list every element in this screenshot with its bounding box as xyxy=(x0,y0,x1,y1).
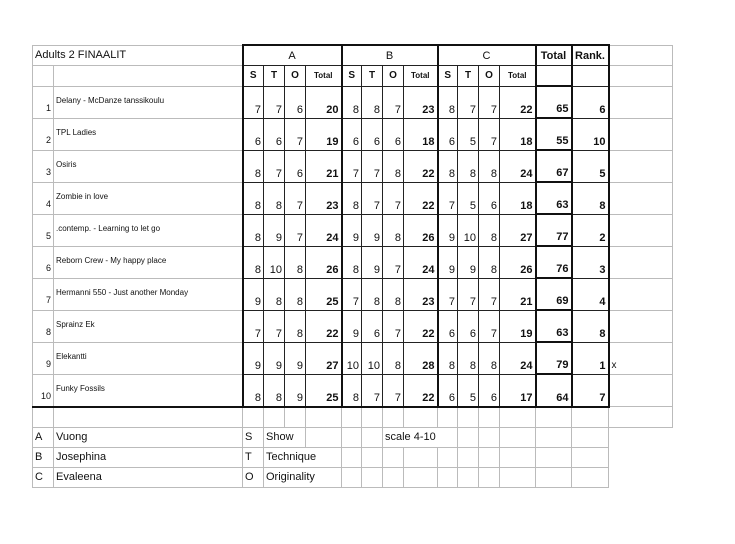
team-name: Zombie in love xyxy=(54,182,243,214)
row-number: 4 xyxy=(33,182,54,214)
score-b-t: 7 xyxy=(362,150,383,182)
empty-cell xyxy=(33,66,54,87)
score-c-o: 7 xyxy=(479,278,500,310)
score-a-o: 7 xyxy=(285,118,306,150)
header-c-t: T xyxy=(458,66,479,87)
note xyxy=(609,310,673,342)
score-b-s: 8 xyxy=(342,246,362,278)
score-c-t: 5 xyxy=(458,374,479,407)
rank: 8 xyxy=(572,310,609,342)
rank: 2 xyxy=(572,214,609,246)
criterion-name: Technique xyxy=(264,447,342,467)
total-header: Total xyxy=(536,45,572,66)
score-c-o: 7 xyxy=(479,310,500,342)
empty-cell xyxy=(500,467,536,487)
note xyxy=(609,182,673,214)
empty-cell xyxy=(572,427,609,447)
empty-cell xyxy=(362,447,383,467)
rank: 3 xyxy=(572,246,609,278)
score-b-s: 8 xyxy=(342,374,362,407)
table-row xyxy=(33,86,673,118)
judge-b-total: 28 xyxy=(404,342,438,374)
score-a-o: 7 xyxy=(285,214,306,246)
table-row xyxy=(33,182,673,214)
judge-b-total: 22 xyxy=(404,182,438,214)
empty-cell xyxy=(479,427,500,447)
score-a-o: 6 xyxy=(285,86,306,118)
judge-c-total: 21 xyxy=(500,278,536,310)
score-a-s: 8 xyxy=(243,150,264,182)
score-b-o: 8 xyxy=(383,150,404,182)
table-row xyxy=(33,214,673,246)
scale-note: scale 4-10 xyxy=(383,427,458,447)
judge-c-header: C xyxy=(438,45,536,66)
criterion-key: O xyxy=(243,467,264,487)
score-c-t: 5 xyxy=(458,118,479,150)
score-b-s: 7 xyxy=(342,278,362,310)
team-name: .contemp. - Learning to let go xyxy=(54,214,243,246)
empty-cell xyxy=(609,66,673,87)
criterion-name: Show xyxy=(264,427,306,447)
rank: 10 xyxy=(572,118,609,150)
row-number: 8 xyxy=(33,310,54,342)
judge-c-total: 18 xyxy=(500,118,536,150)
judge-c-total: 24 xyxy=(500,342,536,374)
judge-key: A xyxy=(33,427,54,447)
judge-a-total: 19 xyxy=(306,118,342,150)
score-c-o: 7 xyxy=(479,118,500,150)
header-b-t: T xyxy=(362,66,383,87)
header-b-o: O xyxy=(383,66,404,87)
empty-cell xyxy=(362,427,383,447)
judge-a-total: 21 xyxy=(306,150,342,182)
score-c-o: 7 xyxy=(479,86,500,118)
score-c-o: 8 xyxy=(479,150,500,182)
judge-b-total: 24 xyxy=(404,246,438,278)
team-name: Reborn Crew - My happy place xyxy=(54,246,243,278)
score-a-t: 9 xyxy=(264,342,285,374)
score-a-s: 8 xyxy=(243,246,264,278)
score-b-t: 8 xyxy=(362,86,383,118)
row-number: 10 xyxy=(33,374,54,407)
judge-name: Josephina xyxy=(54,447,243,467)
score-c-o: 8 xyxy=(479,342,500,374)
judge-c-total: 26 xyxy=(500,246,536,278)
rank: 1 xyxy=(572,342,609,374)
row-number: 6 xyxy=(33,246,54,278)
score-c-o: 6 xyxy=(479,182,500,214)
rank: 7 xyxy=(572,374,609,407)
empty-cell xyxy=(306,407,342,428)
score-b-o: 7 xyxy=(383,374,404,407)
judge-a-total: 24 xyxy=(306,214,342,246)
score-c-o: 8 xyxy=(479,246,500,278)
empty-cell xyxy=(285,407,306,428)
empty-cell xyxy=(404,407,438,428)
empty-cell xyxy=(438,467,458,487)
score-c-s: 6 xyxy=(438,374,458,407)
judge-a-total: 20 xyxy=(306,86,342,118)
score-a-t: 8 xyxy=(264,182,285,214)
score-b-o: 7 xyxy=(383,246,404,278)
legend-row xyxy=(33,467,673,487)
row-number: 5 xyxy=(33,214,54,246)
score-a-s: 6 xyxy=(243,118,264,150)
empty-cell xyxy=(342,407,362,428)
rank: 4 xyxy=(572,278,609,310)
judge-b-header: B xyxy=(342,45,438,66)
score-a-o: 9 xyxy=(285,342,306,374)
header-c-total: Total xyxy=(500,66,536,87)
grand-total: 67 xyxy=(536,150,572,182)
score-b-t: 6 xyxy=(362,310,383,342)
sheet-title: Adults 2 FINAALIT xyxy=(33,45,243,66)
criterion-name: Originality xyxy=(264,467,342,487)
empty-cell xyxy=(458,427,479,447)
score-b-t: 8 xyxy=(362,278,383,310)
empty-cell xyxy=(500,427,536,447)
judge-c-total: 18 xyxy=(500,182,536,214)
empty-cell xyxy=(342,467,362,487)
score-a-o: 8 xyxy=(285,278,306,310)
judge-a-total: 25 xyxy=(306,374,342,407)
score-b-o: 7 xyxy=(383,182,404,214)
score-a-o: 7 xyxy=(285,182,306,214)
team-name: TPL Ladies xyxy=(54,118,243,150)
score-c-t: 8 xyxy=(458,150,479,182)
empty-cell xyxy=(342,427,362,447)
judge-c-total: 24 xyxy=(500,150,536,182)
grand-total: 77 xyxy=(536,214,572,246)
team-name: Osiris xyxy=(54,150,243,182)
legend-row xyxy=(33,427,673,447)
score-a-s: 7 xyxy=(243,86,264,118)
empty-cell xyxy=(383,407,404,428)
table-row xyxy=(33,246,673,278)
score-b-t: 6 xyxy=(362,118,383,150)
empty-cell xyxy=(458,407,479,428)
empty-cell xyxy=(479,407,500,428)
score-a-s: 8 xyxy=(243,214,264,246)
score-b-s: 8 xyxy=(342,182,362,214)
table-row xyxy=(33,118,673,150)
score-a-o: 6 xyxy=(285,150,306,182)
judge-b-total: 22 xyxy=(404,150,438,182)
header-b-total: Total xyxy=(404,66,438,87)
empty-cell xyxy=(536,427,572,447)
team-name: Elekantti xyxy=(54,342,243,374)
judge-key: C xyxy=(33,467,54,487)
judge-b-total: 23 xyxy=(404,86,438,118)
rank: 6 xyxy=(572,86,609,118)
empty-cell xyxy=(404,447,438,467)
judge-c-total: 22 xyxy=(500,86,536,118)
score-b-o: 6 xyxy=(383,118,404,150)
empty-cell xyxy=(479,467,500,487)
score-a-t: 10 xyxy=(264,246,285,278)
score-b-o: 7 xyxy=(383,86,404,118)
team-name: Hermanni 550 - Just another Monday xyxy=(54,278,243,310)
note xyxy=(609,214,673,246)
score-b-o: 8 xyxy=(383,278,404,310)
empty-cell xyxy=(362,407,383,428)
note xyxy=(609,86,673,118)
score-c-o: 6 xyxy=(479,374,500,407)
judge-b-total: 23 xyxy=(404,278,438,310)
score-b-t: 7 xyxy=(362,374,383,407)
score-c-s: 8 xyxy=(438,342,458,374)
score-c-s: 6 xyxy=(438,118,458,150)
note: x xyxy=(609,342,673,374)
empty-cell xyxy=(536,407,572,428)
grand-total: 65 xyxy=(536,86,572,118)
judge-c-total: 17 xyxy=(500,374,536,407)
table-row xyxy=(33,310,673,342)
score-c-o: 8 xyxy=(479,214,500,246)
score-b-t: 9 xyxy=(362,246,383,278)
judge-b-total: 18 xyxy=(404,118,438,150)
judge-name: Evaleena xyxy=(54,467,243,487)
table-row xyxy=(33,374,673,407)
judge-a-header: A xyxy=(243,45,342,66)
score-a-t: 6 xyxy=(264,118,285,150)
row-number: 2 xyxy=(33,118,54,150)
header-c-s: S xyxy=(438,66,458,87)
score-a-t: 8 xyxy=(264,374,285,407)
row-number: 9 xyxy=(33,342,54,374)
judge-b-total: 26 xyxy=(404,214,438,246)
header-a-s: S xyxy=(243,66,264,87)
score-c-t: 5 xyxy=(458,182,479,214)
empty-cell xyxy=(438,447,458,467)
score-b-s: 9 xyxy=(342,310,362,342)
score-b-t: 9 xyxy=(362,214,383,246)
empty-cell xyxy=(458,447,479,467)
table-row xyxy=(33,342,673,374)
score-a-t: 7 xyxy=(264,86,285,118)
empty-cell xyxy=(243,407,264,428)
empty-cell xyxy=(572,407,609,428)
score-b-s: 6 xyxy=(342,118,362,150)
empty-cell xyxy=(572,467,609,487)
empty-cell xyxy=(479,447,500,467)
judge-a-total: 25 xyxy=(306,278,342,310)
score-c-s: 9 xyxy=(438,214,458,246)
criterion-key: S xyxy=(243,427,264,447)
note xyxy=(609,118,673,150)
judge-c-total: 19 xyxy=(500,310,536,342)
empty-cell xyxy=(572,447,609,467)
empty-cell xyxy=(33,407,54,428)
score-b-o: 8 xyxy=(383,342,404,374)
score-a-o: 8 xyxy=(285,310,306,342)
score-a-s: 8 xyxy=(243,182,264,214)
grand-total: 63 xyxy=(536,310,572,342)
score-b-t: 10 xyxy=(362,342,383,374)
grand-total: 69 xyxy=(536,278,572,310)
empty-cell xyxy=(572,66,609,87)
criterion-key: T xyxy=(243,447,264,467)
header-a-o: O xyxy=(285,66,306,87)
score-c-s: 9 xyxy=(438,246,458,278)
empty-row xyxy=(33,407,673,428)
note xyxy=(609,150,673,182)
score-c-t: 9 xyxy=(458,246,479,278)
empty-cell xyxy=(609,45,673,66)
grand-total: 55 xyxy=(536,118,572,150)
judge-c-total: 27 xyxy=(500,214,536,246)
team-name: Funky Fossils xyxy=(54,374,243,407)
empty-cell xyxy=(404,467,438,487)
score-b-s: 9 xyxy=(342,214,362,246)
judge-b-total: 22 xyxy=(404,374,438,407)
judge-b-total: 22 xyxy=(404,310,438,342)
judge-a-total: 27 xyxy=(306,342,342,374)
score-c-s: 8 xyxy=(438,150,458,182)
score-a-o: 9 xyxy=(285,374,306,407)
score-c-s: 7 xyxy=(438,278,458,310)
score-a-s: 9 xyxy=(243,342,264,374)
score-c-t: 7 xyxy=(458,86,479,118)
score-a-o: 8 xyxy=(285,246,306,278)
score-c-s: 6 xyxy=(438,310,458,342)
row-number: 7 xyxy=(33,278,54,310)
row-number: 1 xyxy=(33,86,54,118)
score-c-t: 10 xyxy=(458,214,479,246)
score-c-s: 7 xyxy=(438,182,458,214)
score-c-t: 6 xyxy=(458,310,479,342)
team-name: Delany - McDanze tanssikoulu xyxy=(54,86,243,118)
note xyxy=(609,246,673,278)
score-a-s: 8 xyxy=(243,374,264,407)
judge-key: B xyxy=(33,447,54,467)
criteria-header-row xyxy=(33,66,673,87)
legend-row xyxy=(33,447,673,467)
score-c-s: 8 xyxy=(438,86,458,118)
score-b-o: 8 xyxy=(383,214,404,246)
score-a-t: 7 xyxy=(264,150,285,182)
grand-total: 76 xyxy=(536,246,572,278)
empty-cell xyxy=(54,66,243,87)
table-row xyxy=(33,278,673,310)
score-b-t: 7 xyxy=(362,182,383,214)
judge-a-total: 22 xyxy=(306,310,342,342)
scoresheet-table xyxy=(32,44,673,488)
grand-total: 63 xyxy=(536,182,572,214)
judge-a-total: 26 xyxy=(306,246,342,278)
judge-name: Vuong xyxy=(54,427,243,447)
empty-cell xyxy=(54,407,243,428)
empty-cell xyxy=(536,447,572,467)
score-c-t: 8 xyxy=(458,342,479,374)
rank: 5 xyxy=(572,150,609,182)
empty-cell xyxy=(383,467,404,487)
judge-a-total: 23 xyxy=(306,182,342,214)
score-b-s: 8 xyxy=(342,86,362,118)
header-a-total: Total xyxy=(306,66,342,87)
team-name: Sprainz Ek xyxy=(54,310,243,342)
score-a-t: 9 xyxy=(264,214,285,246)
score-a-s: 9 xyxy=(243,278,264,310)
empty-cell xyxy=(438,407,458,428)
row-number: 3 xyxy=(33,150,54,182)
score-c-t: 7 xyxy=(458,278,479,310)
empty-cell xyxy=(458,467,479,487)
score-a-t: 8 xyxy=(264,278,285,310)
score-a-t: 7 xyxy=(264,310,285,342)
score-b-o: 7 xyxy=(383,310,404,342)
empty-cell xyxy=(306,427,342,447)
rank-header: Rank. xyxy=(572,45,609,66)
header-c-o: O xyxy=(479,66,500,87)
note xyxy=(609,374,673,407)
score-b-s: 10 xyxy=(342,342,362,374)
empty-cell xyxy=(536,66,572,87)
empty-cell xyxy=(383,447,404,467)
empty-cell xyxy=(609,407,673,428)
table-row xyxy=(33,150,673,182)
score-a-s: 7 xyxy=(243,310,264,342)
note xyxy=(609,278,673,310)
header-b-s: S xyxy=(342,66,362,87)
header-a-t: T xyxy=(264,66,285,87)
grand-total: 79 xyxy=(536,342,572,374)
empty-cell xyxy=(342,447,362,467)
empty-cell xyxy=(500,447,536,467)
judge-header-row xyxy=(33,45,673,66)
rank: 8 xyxy=(572,182,609,214)
empty-cell xyxy=(500,407,536,428)
empty-cell xyxy=(362,467,383,487)
grand-total: 64 xyxy=(536,374,572,407)
empty-cell xyxy=(536,467,572,487)
empty-cell xyxy=(264,407,285,428)
score-b-s: 7 xyxy=(342,150,362,182)
